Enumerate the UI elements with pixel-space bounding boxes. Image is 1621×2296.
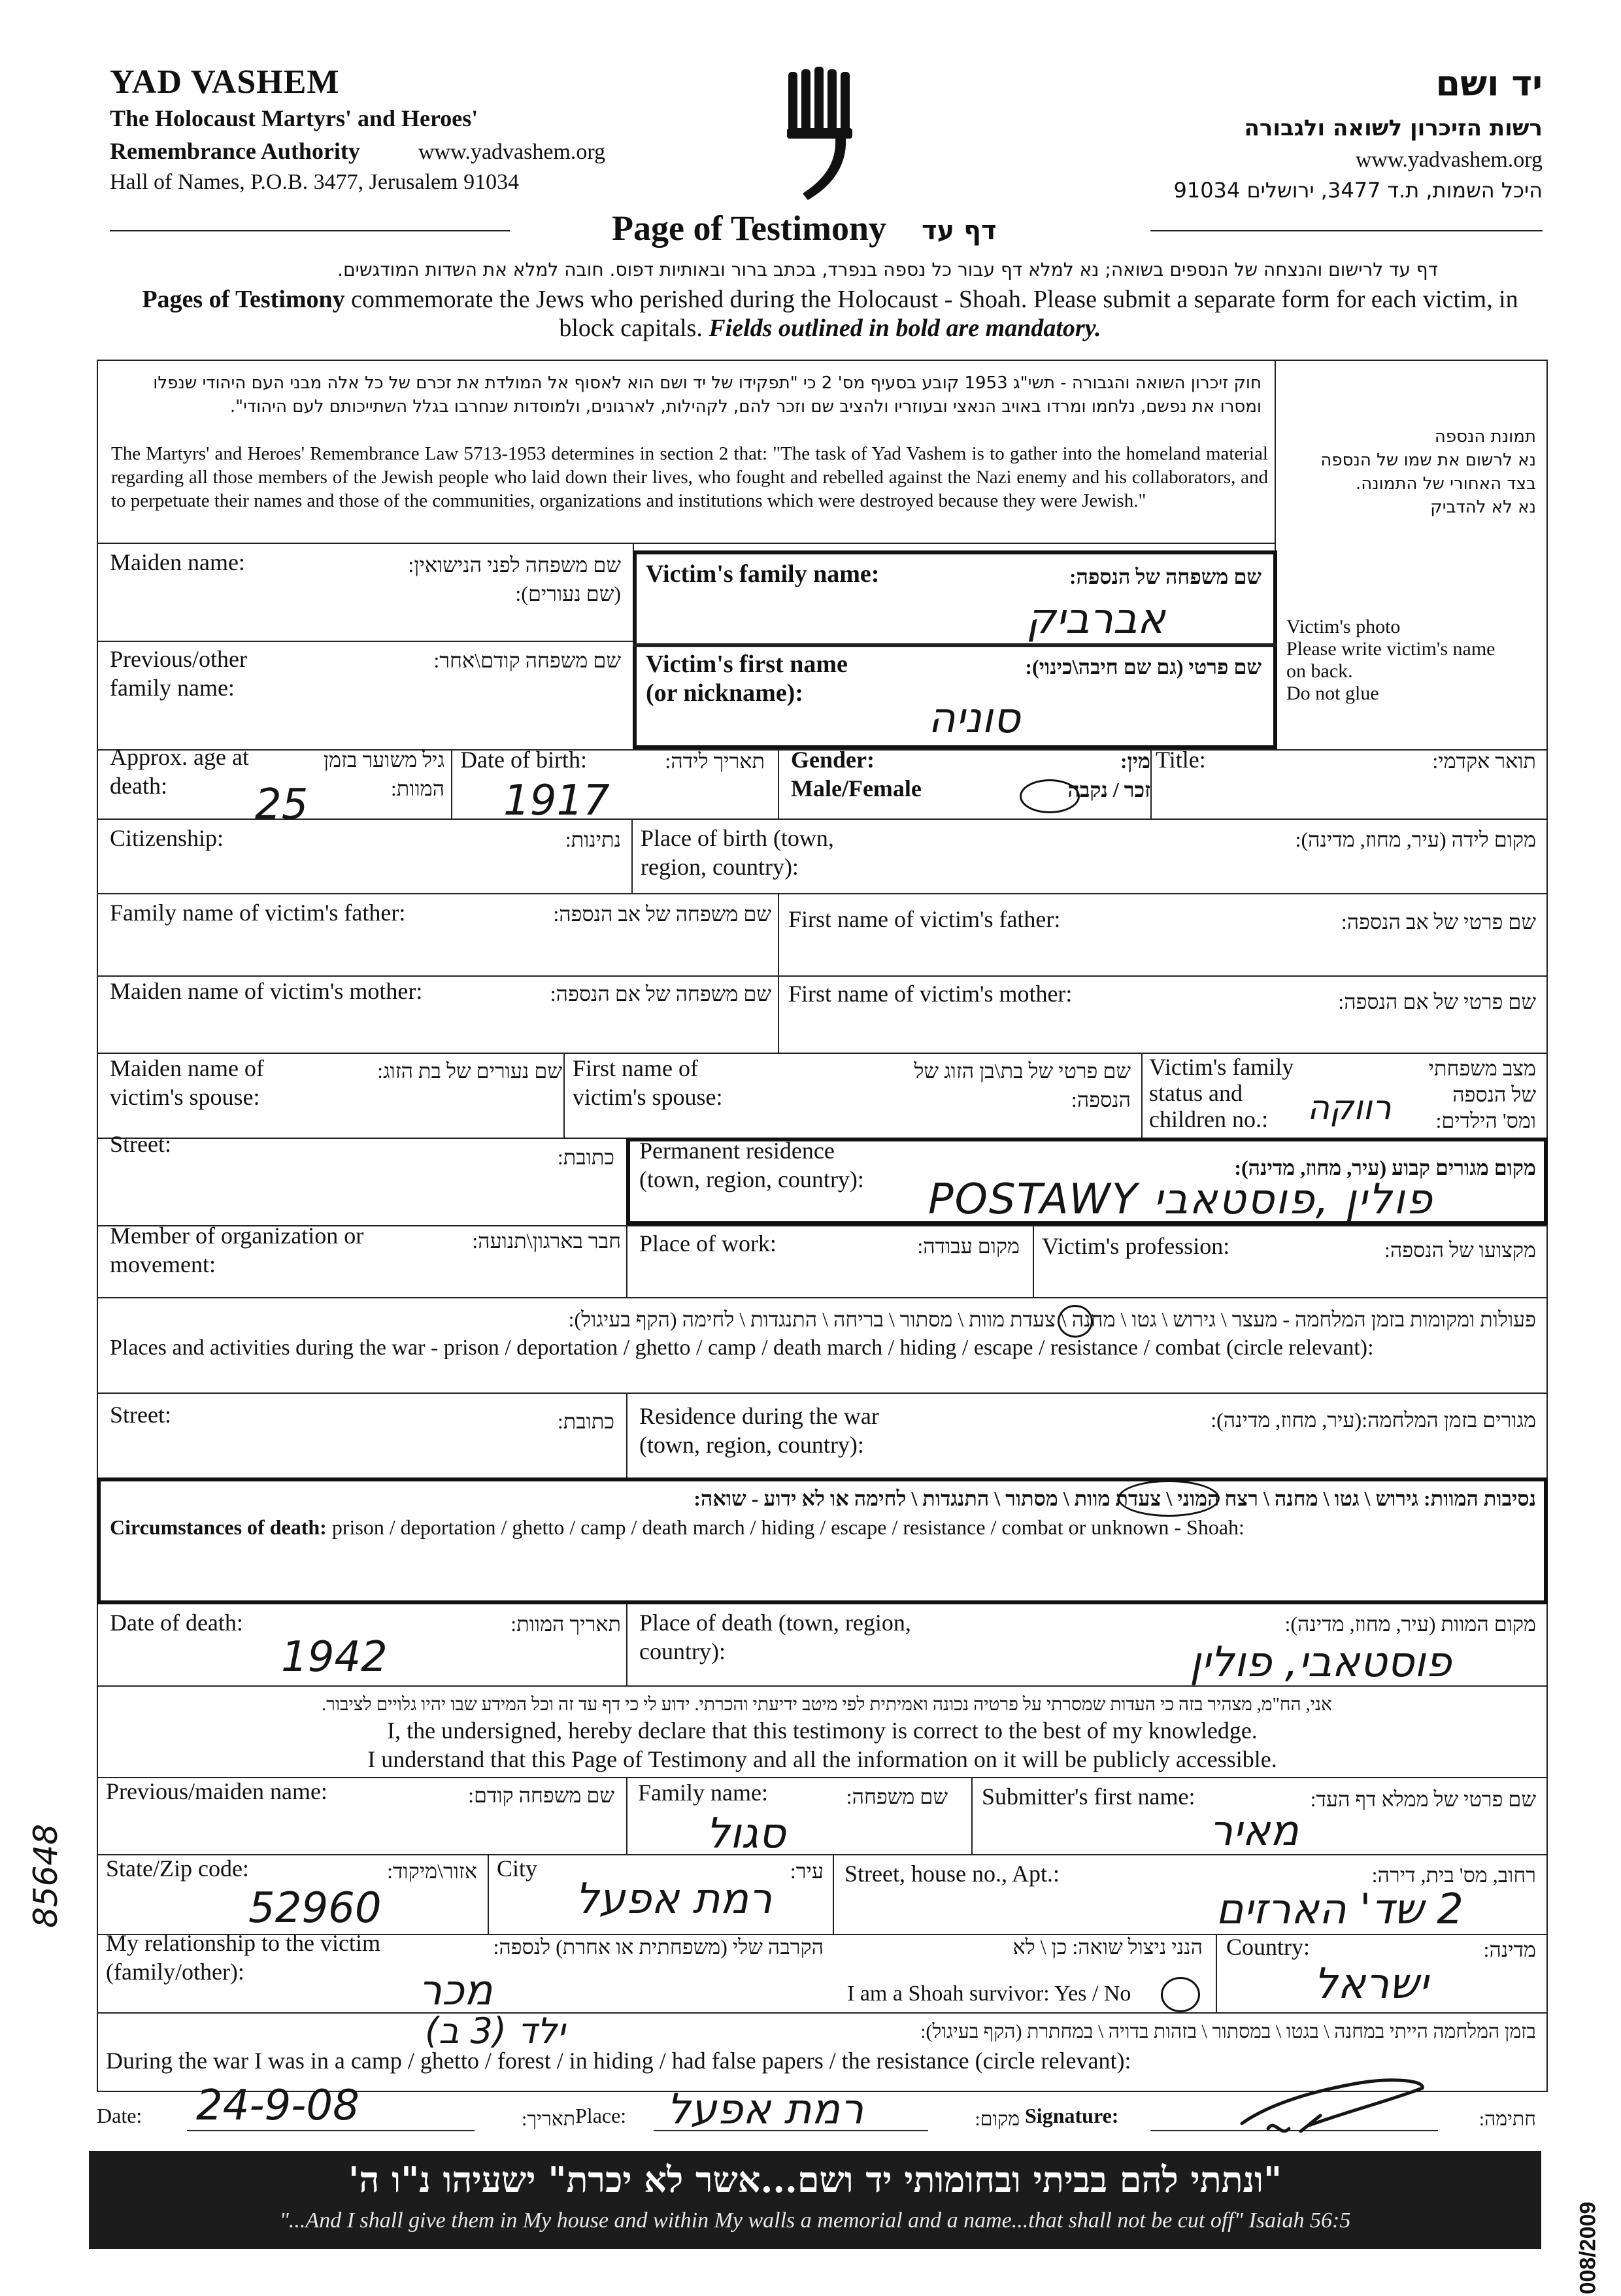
footer-quote-en: "...And I shall give them in My house and within My walls a memorial and a name...that shall not be cut off" Isaiah 56:5 [279, 2208, 1351, 2233]
row-rule-declaration [97, 1685, 1548, 1687]
date-of-birth-label-he: תאריך לידה: [665, 749, 765, 773]
father-family-name-label: Family name of victim's father: [110, 900, 406, 926]
profession-label: Victim's profession: [1042, 1233, 1230, 1259]
place-label-he: מקום: [975, 2108, 1020, 2130]
footer-banner [89, 2151, 1541, 2249]
place-of-birth-label: Place of birth (town, region, country): [641, 825, 834, 880]
intro-english-mandatory: Fields outlined in bold are mandatory. [702, 314, 1101, 342]
org-title-he: יד ושם [1435, 63, 1543, 104]
country-value[interactable]: ישראל [1314, 1960, 1428, 2008]
org-member-label-he: חבר בארגון\תנועה: [472, 1229, 621, 1253]
col-rule-status [1141, 1053, 1143, 1138]
father-first-name-label-he: שם פרטי של אב הנספה: [1341, 910, 1536, 934]
citizenship-label-he: נתינות: [565, 828, 621, 851]
place-of-work-label-he: מקום עבודה: [917, 1234, 1020, 1258]
intro-english-rest: commemorate the Jews who perished during the Holocaust - Shoah. Please submit a separate form for each victim, in block capitals. [344, 286, 1518, 342]
title-label: Title: [1156, 747, 1206, 773]
intro-english-bold: Pages of Testimony [142, 286, 345, 313]
place-of-death-label-he: מקום המוות (עיר, מחוז, מדינה): [1284, 1612, 1536, 1636]
col-rule-gender [778, 749, 779, 819]
street-address-label-he: רחוב, מס' בית, דירה: [1371, 1863, 1536, 1887]
survivor-label-he: הנני ניצול שואה: כן \ לא [1012, 1935, 1203, 1959]
circumstances-label [110, 1513, 1245, 1542]
survivor-no-circle[interactable] [1161, 1977, 1200, 2012]
date-label: Date: [97, 2104, 142, 2127]
profession-label-he: מקצועו של הנספה: [1384, 1238, 1536, 1262]
declaration-hebrew: אני, הח"מ, מצהיר בזה כי העדות שמסרתי על פרטיה נכונה ואמיתית לפי מיטב ידיעתי והכרתי. ידוע לי כי דף עד זה וכל המידע שבו יהיו גלויים לציבור. [322, 1695, 1332, 1715]
submitter-first-name-label: Submitter's first name: [982, 1783, 1195, 1810]
father-first-name-label: First name of victim's father: [788, 906, 1061, 932]
relationship-label: My relationship to the victim (family/other): [106, 1930, 380, 1985]
photo-instructions-en: Victim's photo Please write victim's name on back. Do not glue [1286, 616, 1496, 704]
war-street-label: Street: [110, 1402, 171, 1428]
row-rule-war-res [97, 1393, 1548, 1394]
page-title-he: דף עד [922, 216, 997, 246]
place-label: Place: [575, 2104, 627, 2127]
victim-name-box-rule [633, 643, 1277, 647]
org-member-label: Member of organization or movement: [110, 1223, 364, 1277]
family-status-label-he: מצב משפחתי של הנספה ומס' הילדים: [1428, 1056, 1536, 1132]
city-label-he: עיר: [790, 1859, 824, 1883]
col-rule-title [1150, 749, 1152, 819]
spouse-maiden-name-label: Maiden name of victim's spouse: [110, 1055, 264, 1110]
law-hebrew: חוק זיכרון השואה והגבורה - תשי"ג 1953 קובע בסעיף מס' 2 כי "תפקידו של יד ושם הוא לאסוף אל המולדת את זכרם של כל אלה מבני העם היהודי שנפלו ומסרו את נפשם, נלחמו ומרדו באויב הנאצי ובעוזריו ולהציב שם וזכר להם, לקהילות, לארגונים, ולמוסדות שנחרבו בגלל השתייכותם לעם היהודי". [153, 373, 1262, 416]
submitter-first-name-value[interactable]: מאיר [1209, 1807, 1299, 1855]
relationship-label-he: הקרבה שלי (משפחתית או אחרת) לנספה: [493, 1935, 824, 1959]
victim-family-name-label: Victim's family name: [646, 560, 880, 588]
row-rule-spouse [97, 1053, 1548, 1054]
signature-label-he: חתימה: [1479, 2108, 1536, 2130]
during-war-label: During the war I was in a camp / ghetto / forest / in hiding / had false papers / the resistance (circle relevant): [106, 2048, 1131, 2074]
date-of-birth-label: Date of birth: [460, 747, 587, 773]
war-places-label: Places and activities during the war - prison / deportation / ghetto / camp / death march / hiding / escape / resistance / combat (circle relevant): [110, 1336, 1374, 1360]
war-residence-label: Residence during the war (town, region, country): [639, 1403, 879, 1458]
row-rule-prev [97, 641, 633, 642]
date-of-birth-value[interactable]: 1917 [503, 777, 610, 825]
perm-residence-value[interactable]: POSTAWY פולין ,פוסטאבי [928, 1175, 1433, 1224]
spouse-maiden-name-label-he: שם נעורים של בת הזוג: [377, 1059, 562, 1083]
org-address-en: Hall of Names, P.O.B. 3477, Jerusalem 91034 [110, 170, 520, 194]
circumstances-label-he: נסיבות המוות: גירוש \ גטו \ מחנה \ רצח המוני \ צעדת מוות \ מסתור \ התנגדות \ לחימה או לא ידוע - שואה: [694, 1487, 1536, 1510]
row-rule-father [97, 893, 1548, 894]
street-address-label: Street, house no., Apt.: [844, 1861, 1060, 1887]
col-rule-city [488, 1854, 489, 1934]
mother-first-name-label: First name of victim's mother: [788, 981, 1073, 1007]
date-of-death-label-he: תאריך המוות: [510, 1612, 621, 1636]
circumstances-mass-murder-circle[interactable] [1118, 1480, 1220, 1517]
col-rule-spouse [563, 1053, 565, 1138]
prev-name-label: Previous/other family name: [110, 646, 247, 701]
maiden-name-label-he: שם משפחה לפני הנישואין: (שם נעורים): [408, 553, 621, 605]
circumstances-label-bold: Circumstances of death: [110, 1515, 327, 1539]
date-of-death-value[interactable]: 1942 [281, 1633, 388, 1681]
law-english: The Martyrs' and Heroes' Remembrance Law 5713-1953 determines in section 2 that: "The task of Yad Vashem is to gather into the homeland material regarding all those members of the Jewish people who laid down their lives, who fought and rebelled against the Nazi enemy and his collaborators, and to perpetuate their names and those of the communities, organizations and institutions which were destroyed because they were Jewish." [111, 443, 1268, 511]
spouse-first-name-label: First name of victim's spouse: [573, 1055, 723, 1110]
submitter-family-name-label-he: שם משפחה: [846, 1785, 948, 1808]
victim-first-name-label: Victim's first name (or nickname): [646, 650, 848, 707]
during-war-value[interactable]: ילד (3 ב) [425, 2010, 565, 2051]
intro-hebrew: דף עד לרישום והנצחה של הנספים בשואה; נא למלא דף עבור כל נספה בנפרד, בכתב ברור ובאותיות דפוס. חובה למלא את השדות המודגשים. [337, 259, 1438, 280]
place-of-birth-label-he: מקום לידה (עיר, מחוז, מדינה): [1295, 828, 1536, 851]
citizenship-label: Citizenship: [110, 825, 224, 851]
date-value[interactable]: 24-9-08 [196, 2082, 359, 2130]
war-residence-label-he: מגורים בזמן המלחמה:(עיר, מחוז, מדינה): [1211, 1408, 1536, 1432]
org-title-en: YAD VASHEM [110, 63, 340, 101]
page-title-en: Page of Testimony [612, 209, 887, 248]
maiden-name-label: Maiden name: [110, 549, 245, 575]
header-rule-left [110, 230, 510, 231]
street-label: Street: [110, 1131, 171, 1157]
org-authority-en: Remembrance Authority [110, 138, 360, 164]
spouse-first-name-label-he: שם פרטי של בת\בן הזוג של הנספה: [914, 1059, 1131, 1111]
date-of-death-label: Date of death: [110, 1610, 243, 1636]
father-family-name-label-he: שם משפחה של אב הנספה: [553, 902, 771, 926]
place-of-work-label: Place of work: [639, 1230, 777, 1257]
family-status-label: Victim's family status and children no.: [1149, 1054, 1294, 1132]
victim-first-name-label-he: שם פרטי (גם שם חיבה\כינוי): [1025, 655, 1262, 679]
victim-family-name-value[interactable]: אברביק [1026, 595, 1165, 643]
col-rule-war-res [626, 1393, 627, 1477]
col-rule-address [833, 1854, 834, 1934]
circumstances-label-rest: prison / deportation / ghetto / camp / death march / hiding / escape / resistance / combat or unknown - Shoah: [326, 1515, 1245, 1539]
col-rule-dob [451, 749, 452, 819]
row-rule-war [97, 1297, 1548, 1298]
col-rule-work [626, 1225, 627, 1297]
row-rule-citizen [97, 819, 1548, 820]
place-value[interactable]: רמת אפעל [667, 2085, 864, 2134]
col-rule-pod [626, 1604, 627, 1685]
age-at-death-value[interactable]: 25 [255, 781, 309, 829]
photo-instructions-he: תמונת הנספה נא לרשום את שמו של הנספה בצד האחורי של התמונה. נא לא להדביק [1320, 427, 1536, 517]
org-website-he: www.yadvashem.org [1355, 148, 1543, 172]
org-address-he: היכל השמות, ת.ד 3477, ירושלים 91034 [1173, 178, 1543, 203]
zip-code-value[interactable]: 52960 [248, 1884, 382, 1933]
victim-family-name-label-he: שם משפחה של הנספה: [1069, 565, 1262, 588]
zip-code-label-he: אזור\מיקוד: [387, 1859, 477, 1883]
stamp-number: 85648 [27, 1823, 65, 1928]
street-address-value[interactable]: 2 שד' הארזים [1216, 1885, 1463, 1934]
date-line [187, 2130, 475, 2131]
zip-code-label: State/Zip code: [106, 1855, 249, 1882]
country-label-he: מדינה: [1483, 1938, 1536, 1961]
declaration-line1: I, the undersigned, hereby declare that this testimony is correct to the best of my knowledge. [387, 1717, 1258, 1744]
col-rule-sub-first [971, 1777, 973, 1854]
mother-first-name-label-he: שם פרטי של אם הנספה: [1338, 990, 1536, 1013]
signature-label: Signature: [1025, 2104, 1119, 2127]
submitter-family-name-label: Family name: [638, 1780, 768, 1806]
submitter-family-name-value[interactable]: סגול [706, 1810, 786, 1858]
date-label-he: תאריך: [522, 2108, 575, 2130]
age-at-death-label: Approx. age at death: [110, 744, 249, 799]
perm-residence-label-he: מקום מגורים קבוע (עיר, מחוז, מדינה): [1234, 1156, 1536, 1179]
col-rule-pob [631, 819, 633, 893]
org-website-en: www.yadvashem.org [418, 140, 606, 164]
submitter-prev-name-label: Previous/maiden name: [106, 1778, 327, 1804]
place-of-death-value[interactable]: פוסטאבי, פולין [1190, 1638, 1452, 1687]
family-status-value[interactable]: רווקה [1307, 1089, 1392, 1128]
row-rule-law [97, 543, 1275, 544]
during-war-label-he: בזמן המלחמה הייתי במחנה \ בגטו \ במסתור \ בזהות בדויה \ במחתרת (הקף בעיגול): [920, 2021, 1536, 2042]
victim-first-name-value[interactable]: סוניה [928, 694, 1020, 743]
row-rule-during-war [97, 2012, 1548, 2014]
submitter-first-name-label-he: שם פרטי של ממלא דף העד: [1310, 1787, 1536, 1811]
signature-scribble[interactable] [1229, 2066, 1438, 2144]
street-label-he: כתובת: [557, 1145, 614, 1169]
country-label: Country: [1226, 1934, 1311, 1960]
title-label-he: תואר אקדמי: [1432, 749, 1536, 773]
perm-residence-label: Permanent residence (town, region, country): [639, 1138, 864, 1192]
col-rule-sub-family [626, 1777, 627, 1854]
war-places-ghetto-circle[interactable] [1058, 1305, 1093, 1338]
col-rule-country [1216, 1934, 1217, 2012]
submitter-prev-name-label-he: שם משפחה קודם: [468, 1783, 614, 1807]
col-rule-father [778, 893, 779, 1053]
form-code: 008/2009 [1575, 2201, 1601, 2295]
row-rule-sub-zip [97, 1854, 1548, 1855]
relationship-value[interactable]: מכר [418, 1967, 493, 2015]
gender-female-circle[interactable] [1020, 779, 1080, 813]
war-street-label-he: כתובת: [557, 1410, 614, 1433]
yad-vashem-logo [784, 65, 863, 209]
place-of-death-label: Place of death (town, region, country): [639, 1610, 911, 1664]
age-at-death-label-he: גיל משוער בזמן המוות: [323, 748, 444, 800]
city-value[interactable]: רמת אפעל [575, 1875, 773, 1923]
war-places-label-he: פעולות ומקומות בזמן המלחמה - מעצר \ גירוש \ גטו \ מחנה \ צעדת מוות \ מסתור \ בריחה \ התנגדות \ לחימה (הקף בעיגול): [568, 1308, 1536, 1331]
prev-name-label-he: שם משפחה קודם\אחר: [433, 649, 621, 672]
declaration-line2: I understand that this Page of Testimony and all the information on it will be publicly accessible. [367, 1746, 1277, 1772]
mother-maiden-name-label: Maiden name of victim's mother: [110, 978, 423, 1004]
intro-english [124, 285, 1536, 343]
gender-label-he: מין: זכר / נקבה [1067, 749, 1150, 802]
survivor-label: I am a Shoah survivor: Yes / No [847, 1982, 1131, 2006]
org-subtitle-he: רשות הזיכרון לשואה ולגבורה [1244, 115, 1543, 141]
header-rule-right [1150, 230, 1543, 231]
yad-vashem-logo-icon [784, 65, 863, 209]
mother-maiden-name-label-he: שם משפחה של אם הנספה: [550, 982, 771, 1005]
footer-quote-he: "ונתתי להם בביתי ובחומותי יד ושם...אשר לא יכרת" ישעיהו נ"ו ה' [348, 2159, 1282, 2201]
gender-label: Gender: Male/Female [791, 747, 922, 802]
org-subtitle-en: The Holocaust Martyrs' and Heroes' [110, 105, 478, 131]
city-label: City [497, 1855, 538, 1882]
col-rule-profession [1033, 1225, 1034, 1297]
